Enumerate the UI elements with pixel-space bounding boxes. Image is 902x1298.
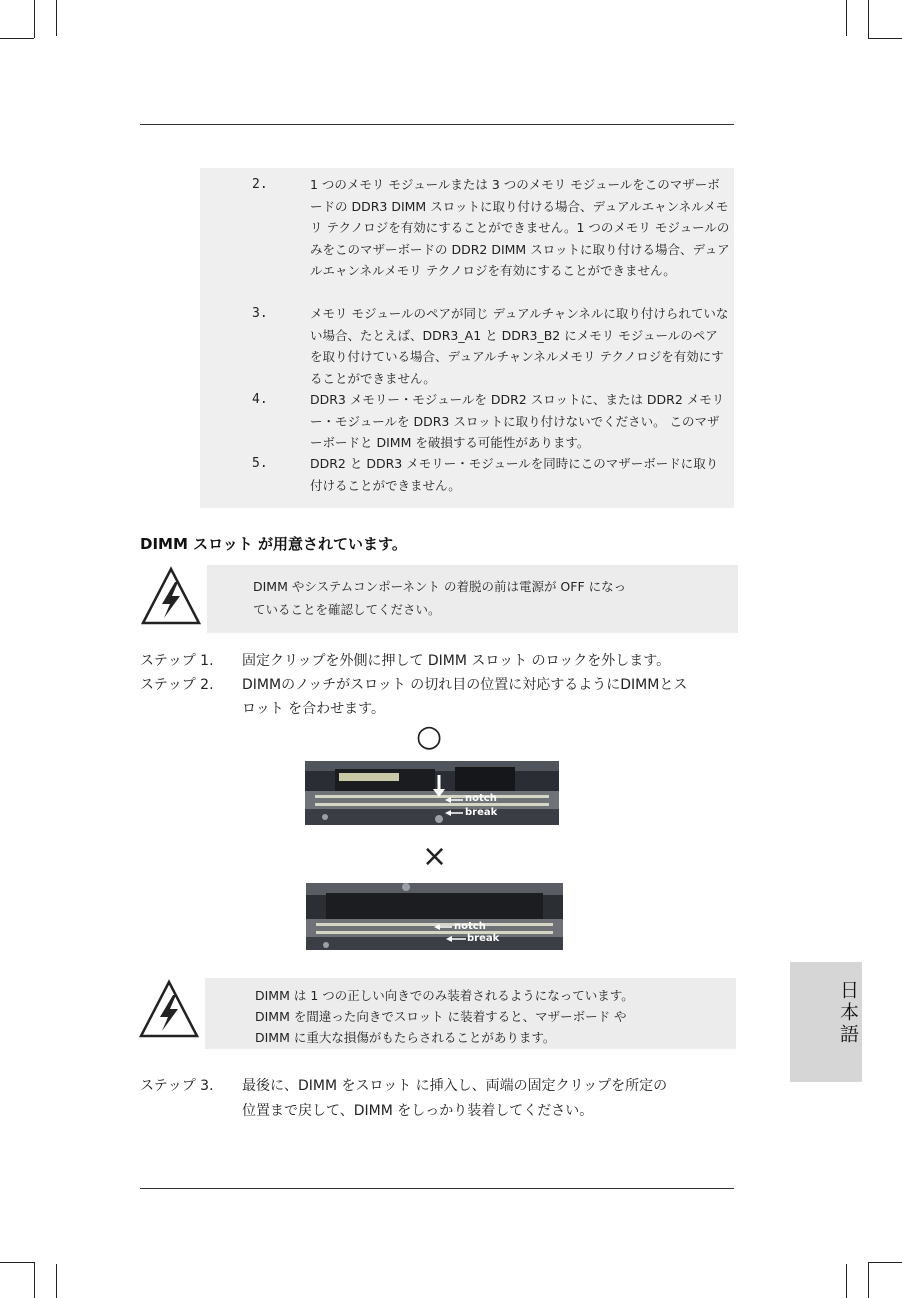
photo-label-break: break xyxy=(467,933,500,944)
note-text: メモリ モジュールのペアが同じ デュアルチャンネルに取り付けられていない場合、たとえば、DDR3_A1 と DDR3_B2 にメモリ モジュールのペアを取り付けている場合、デュアルチャンネルメモリ テクノロジを有効にすることができません。 xyxy=(310,306,729,386)
step-label: ステップ 3. xyxy=(140,1078,214,1094)
photo-label-notch: notch xyxy=(454,921,486,932)
caution-box xyxy=(205,978,736,1049)
step-text: 固定クリップを外側に押して DIMM スロット のロックを外します。 xyxy=(242,653,671,669)
caution-line: DIMM は 1 つの正しい向きでのみ装着されるようになっています。 xyxy=(255,988,634,1003)
notes-box xyxy=(200,168,734,508)
step-label: ステップ 2. xyxy=(140,677,214,693)
wrong-symbol: × xyxy=(422,839,448,874)
step-text: 最後に、DIMM をスロット に挿入し、両端の固定クリップを所定の xyxy=(242,1078,668,1094)
crop-mark xyxy=(56,1264,57,1298)
note-text: DDR2 と DDR3 メモリー・モジュールを同時にこのマザーボードに取り付けることができません。 xyxy=(310,456,719,493)
crop-mark xyxy=(868,38,902,39)
photo-label-notch: notch xyxy=(465,793,497,804)
footer-rule xyxy=(140,1188,734,1189)
correct-symbol: ○ xyxy=(416,719,443,754)
caution-line: DIMM やシステムコンポーネント の着脱の前は電源が OFF になっ xyxy=(253,579,627,594)
note-text: 1 つのメモリ モジュールまたは 3 つのメモリ モジュールをこのマザーボードの DDR3 DIMM スロットに取り付ける場合、デュアルエャンネルメモリ テクノロジを有効にすることができません。1 つのメモリ モジュールのみをこのマザーボードの DDR2 DIMM スロットに取り付ける場合、デュアルエャンネルメモリ テクノロジを有効にすることができません。 xyxy=(310,177,730,278)
language-tab-label: 日本語 xyxy=(837,980,859,1046)
caution-line: DIMM に重大な損傷がもたらされることがあります。 xyxy=(255,1030,556,1045)
note-number: 3. xyxy=(252,306,268,321)
warning-icon xyxy=(140,566,202,628)
note-text: DDR3 メモリー・モジュールを DDR2 スロットに、または DDR2 メモリー・モジュールを DDR3 スロットに取り付けないでください。 このマザーボードと DIMM を破損する可能性があります。 xyxy=(310,392,725,450)
caution-box xyxy=(207,565,738,633)
crop-mark xyxy=(868,1262,869,1298)
note-number: 5. xyxy=(252,456,268,471)
step-label: ステップ 1. xyxy=(140,653,214,669)
dimm-photo-correct xyxy=(305,761,559,825)
note-number: 4. xyxy=(252,392,268,407)
crop-mark xyxy=(846,0,847,36)
crop-mark xyxy=(34,0,35,38)
photo-label-break: break xyxy=(465,807,498,818)
section-heading: DIMM スロット が用意されています。 xyxy=(140,535,407,553)
crop-mark xyxy=(34,1262,35,1298)
step-text: 位置まで戻して、DIMM をしっかり装着してください。 xyxy=(242,1103,594,1119)
crop-mark xyxy=(0,1262,34,1263)
dimm-photo-wrong xyxy=(306,883,563,950)
crop-mark xyxy=(868,1262,902,1263)
caution-line: DIMM を間違った向きでスロット に装着すると、マザーボード や xyxy=(255,1009,627,1024)
crop-mark xyxy=(0,38,34,39)
crop-mark xyxy=(56,0,57,36)
crop-mark xyxy=(846,1264,847,1298)
note-number: 2. xyxy=(252,177,268,192)
crop-mark xyxy=(868,0,869,38)
language-tab xyxy=(790,962,862,1082)
header-rule xyxy=(140,124,734,125)
caution-line: ていることを確認してください。 xyxy=(253,602,441,617)
step-text: ロット を合わせます。 xyxy=(242,701,386,717)
step-text: DIMMのノッチがスロット の切れ目の位置に対応するようにDIMMとス xyxy=(242,677,688,693)
warning-icon xyxy=(138,979,200,1041)
